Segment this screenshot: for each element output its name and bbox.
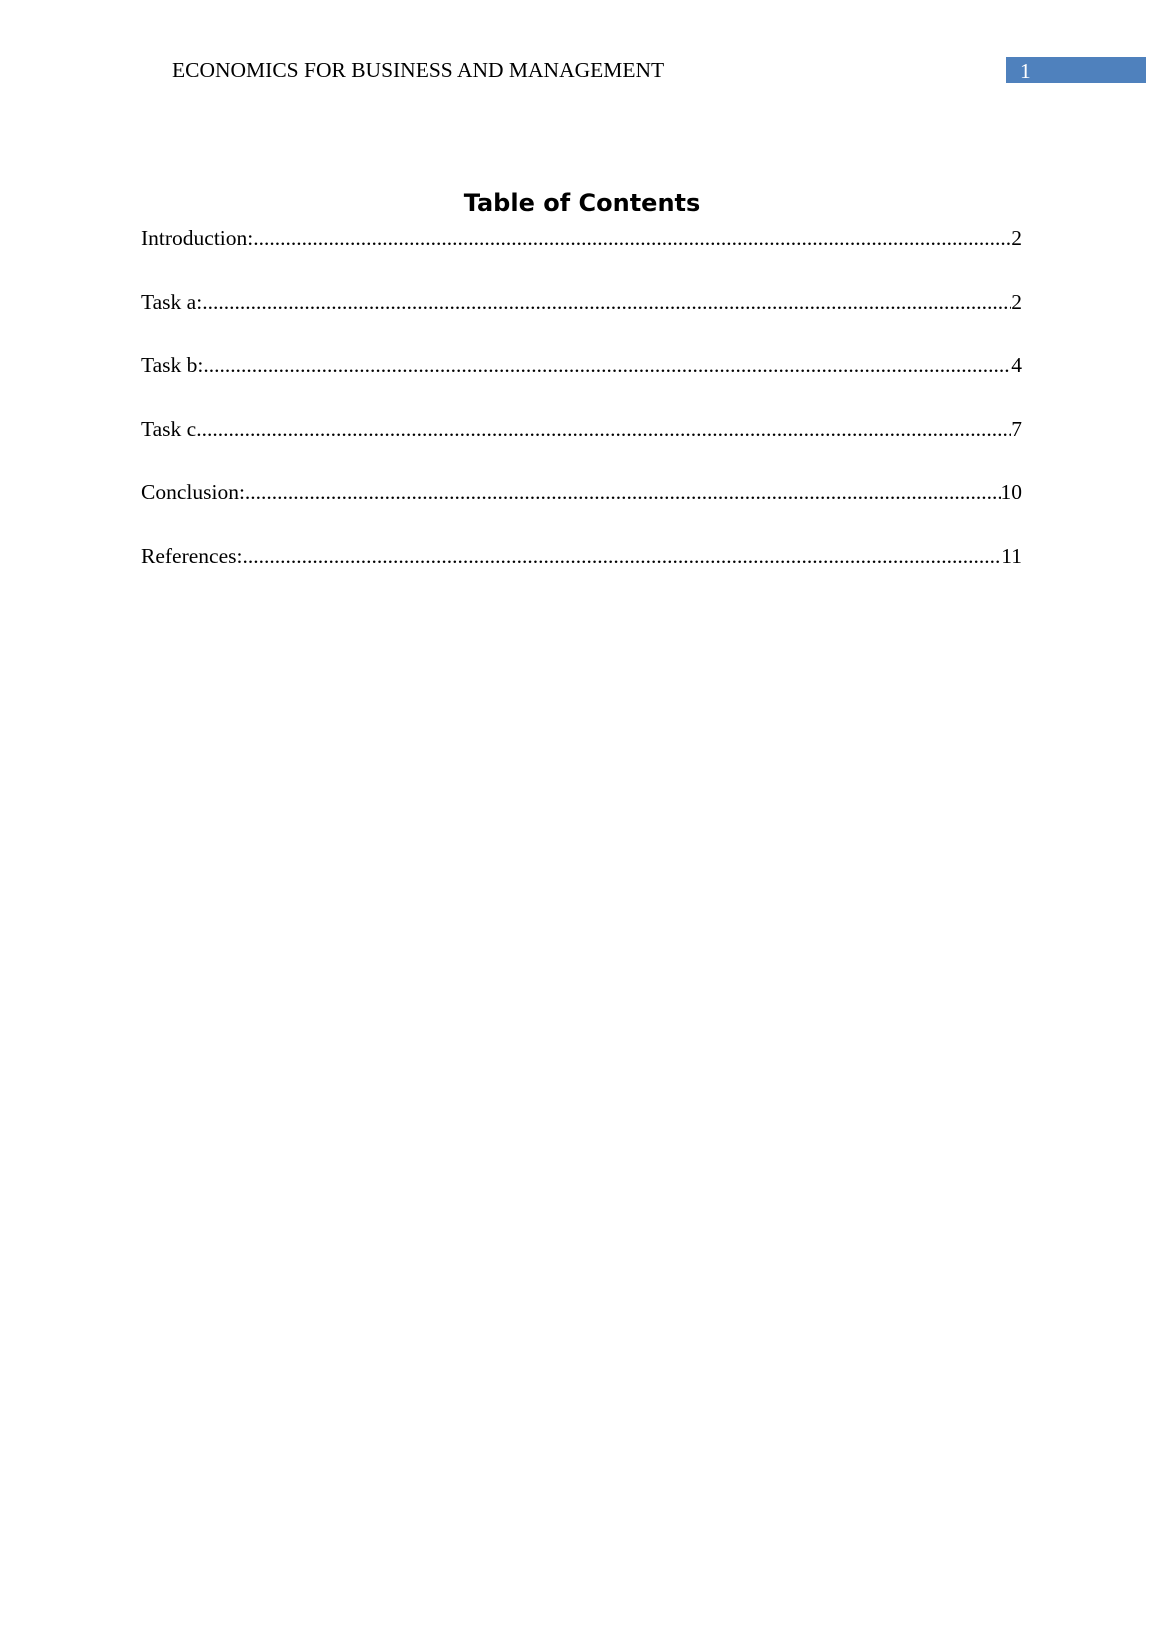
page-number: 1: [1020, 59, 1031, 83]
toc-dot-leader: [202, 288, 1011, 316]
toc-entry-task-b[interactable]: [141, 351, 1022, 379]
toc-dot-leader: [196, 415, 1011, 443]
running-header: ECONOMICS FOR BUSINESS AND MANAGEMENT: [172, 58, 665, 82]
toc-entry-label: Task b:: [141, 353, 204, 378]
toc-entry-page: 10: [1000, 480, 1022, 505]
toc-entry-introduction[interactable]: [141, 224, 1022, 252]
toc-entry-page: 2: [1011, 226, 1022, 250]
toc-entry-label: Introduction:: [141, 226, 254, 250]
toc-dot-leader: [203, 351, 1011, 379]
toc-entry-page: 4: [1011, 353, 1022, 378]
toc-entry-label: References:: [141, 543, 243, 568]
toc-entry-references[interactable]: [141, 542, 1022, 570]
toc-entry-page: 7: [1011, 416, 1022, 441]
toc-entry-page: 2: [1011, 289, 1022, 314]
toc-entry-task-c[interactable]: [141, 415, 1022, 443]
toc-dot-leader: [245, 478, 1001, 506]
toc-entry-conclusion[interactable]: [141, 478, 1022, 506]
toc-entry-label: Task c: [141, 416, 197, 441]
page-number-badge: [1006, 57, 1146, 83]
toc-entry-task-a[interactable]: [141, 288, 1022, 316]
toc-dot-leader: [242, 542, 1001, 570]
toc-dot-leader: [253, 224, 1011, 252]
toc-entry-page: 11: [1001, 543, 1022, 568]
toc-entry-label: Conclusion:: [141, 480, 245, 505]
toc-entry-label: Task a:: [141, 289, 203, 314]
table-of-contents: [141, 224, 1022, 606]
toc-heading: Table of Contents: [463, 189, 701, 217]
